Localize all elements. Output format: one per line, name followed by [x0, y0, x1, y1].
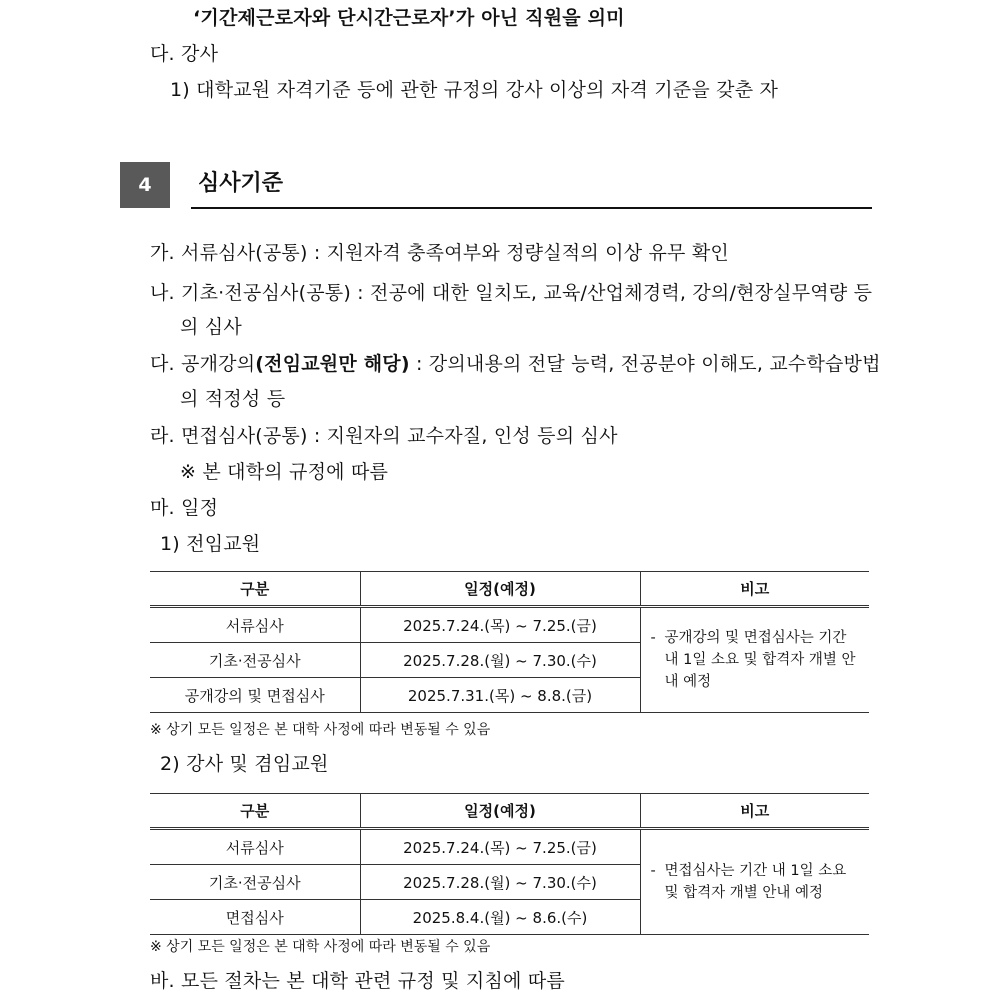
schedule2-footnote: ※ 상기 모든 일정은 본 대학 사정에 따라 변동될 수 있음 [150, 939, 491, 955]
criteria-open-lecture-label: 다. 공개강의 [150, 353, 256, 375]
header-schedule: 일정(예정) [360, 572, 640, 607]
schedule1-heading: 1) 전임교원 [160, 533, 261, 555]
date-cell: 2025.7.31.(목) ~ 8.8.(금) [360, 678, 640, 713]
criteria-interview: 라. 면접심사(공통) : 지원자의 교수자질, 인성 등의 심사 [150, 425, 618, 447]
remarks-cell [640, 829, 869, 935]
criteria-open-lecture [150, 352, 881, 376]
qualification-note: ‘기간제근로자와 단시간근로자’가 아닌 직원을 의미 [193, 7, 625, 29]
schedule-heading: 마. 일정 [150, 497, 219, 519]
criteria-open-lecture-desc: : 강의내용의 전달 능력, 전공분야 이해도, 교수학습방법 [409, 353, 881, 375]
schedule1-table [150, 571, 869, 713]
header-category: 구분 [150, 572, 360, 607]
criteria-open-lecture-scope: (전임교원만 해당) [255, 353, 410, 375]
schedule2-table [150, 793, 869, 935]
date-cell: 2025.7.28.(월) ~ 7.30.(수) [360, 643, 640, 678]
table-header-row [150, 572, 869, 607]
criteria-document-review: 가. 서류심사(공통) : 지원자격 충족여부와 정량실적의 이상 유무 확인 [150, 242, 729, 264]
criteria-major-review: 나. 기초·전공심사(공통) : 전공에 대한 일치도, 교육/산업체경력, 강의/현장실무역량 등 [150, 282, 873, 304]
criteria-interview-note: ※ 본 대학의 규정에 따름 [180, 461, 389, 483]
item-lecturer-qualification: 1) 대학교원 자격기준 등에 관한 규정의 강사 이상의 자격 기준을 갖춘 자 [170, 79, 779, 101]
remarks-cell [640, 607, 869, 713]
header-remarks: 비고 [640, 794, 869, 829]
table-row [150, 607, 869, 643]
table-row [150, 829, 869, 865]
header-category: 구분 [150, 794, 360, 829]
criteria-procedures: 바. 모든 절차는 본 대학 관련 규정 및 지침에 따름 [150, 970, 565, 992]
stage-cell: 공개강의 및 면접심사 [150, 678, 360, 713]
item-lecturer: 다. 강사 [150, 43, 219, 65]
date-cell: 2025.7.24.(목) ~ 7.25.(금) [360, 607, 640, 643]
stage-cell: 기초·전공심사 [150, 865, 360, 900]
remarks-dash: - [650, 863, 656, 879]
criteria-open-lecture-cont: 의 적정성 등 [180, 388, 286, 410]
remarks-dash: - [650, 630, 656, 646]
stage-cell: 서류심사 [150, 607, 360, 643]
date-cell: 2025.8.4.(월) ~ 8.6.(수) [360, 900, 640, 935]
section-title: 심사기준 [198, 171, 284, 196]
remarks-text: 면접심사는 기간 내 1일 소요 및 합격자 개별 안내 예정 [664, 863, 847, 901]
remarks-text: 공개강의 및 면접심사는 기간 내 1일 소요 및 합격자 개별 안내 예정 [664, 630, 856, 690]
section-underline [191, 207, 872, 209]
date-cell: 2025.7.28.(월) ~ 7.30.(수) [360, 865, 640, 900]
table-header-row [150, 794, 869, 829]
section-number-badge: 4 [120, 162, 170, 208]
date-cell: 2025.7.24.(목) ~ 7.25.(금) [360, 829, 640, 865]
header-schedule: 일정(예정) [360, 794, 640, 829]
header-remarks: 비고 [640, 572, 869, 607]
schedule2-heading: 2) 강사 및 겸임교원 [160, 753, 329, 775]
stage-cell: 기초·전공심사 [150, 643, 360, 678]
stage-cell: 서류심사 [150, 829, 360, 865]
criteria-major-review-cont: 의 심사 [180, 316, 242, 338]
schedule1-footnote: ※ 상기 모든 일정은 본 대학 사정에 따라 변동될 수 있음 [150, 722, 491, 738]
stage-cell: 면접심사 [150, 900, 360, 935]
